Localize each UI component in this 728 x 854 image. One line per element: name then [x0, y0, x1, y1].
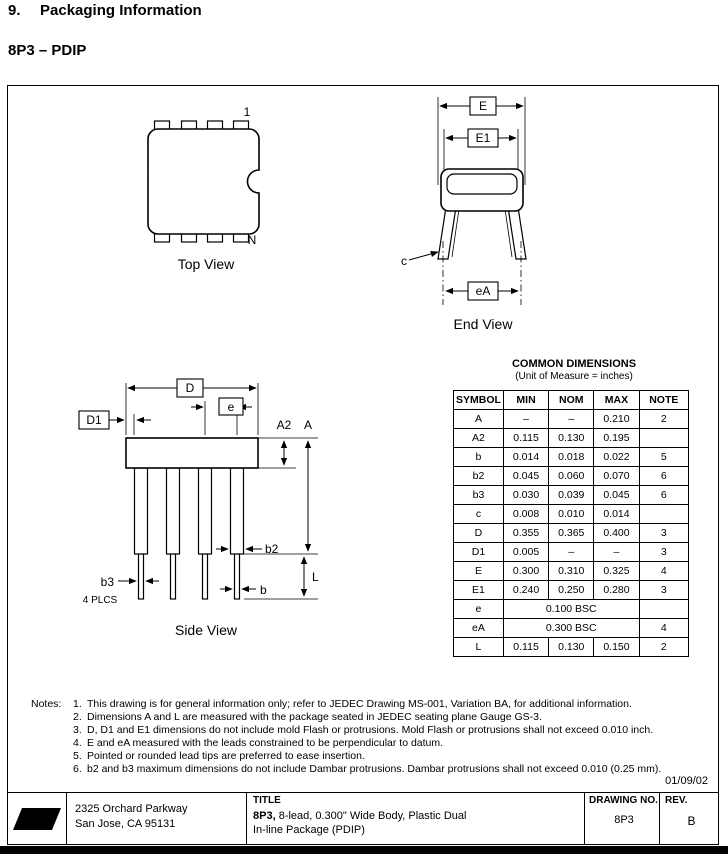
table-cell: 2 [639, 638, 688, 657]
page-footer-bar [0, 846, 728, 854]
table-cell: 0.014 [503, 448, 548, 467]
dimension-eA [446, 282, 518, 300]
table-cell [639, 429, 688, 448]
title-block [8, 792, 718, 844]
table-cell: E [454, 562, 504, 581]
table-cell: 5 [639, 448, 688, 467]
table-cell: – [503, 410, 548, 429]
table-cell: 6 [639, 486, 688, 505]
table-row [454, 486, 689, 505]
table-cell: 0.310 [549, 562, 594, 581]
table-row [454, 543, 689, 562]
table-cell: 6 [639, 467, 688, 486]
table-cell: 0.008 [503, 505, 548, 524]
dimensions-table-body [454, 410, 689, 657]
top-view-caption: Top View [177, 256, 235, 272]
table-cell [639, 505, 688, 524]
dim-label-b: b [260, 583, 267, 597]
package-body-outline [148, 129, 259, 234]
dimensions-subtitle: (Unit of Measure = inches) [515, 371, 633, 382]
table-cell: 0.115 [503, 429, 548, 448]
top-view-drawing [131, 99, 291, 284]
dimension-b3 [83, 575, 159, 606]
table-row [454, 524, 689, 543]
table-cell: e [454, 600, 504, 619]
package-subtitle: 8P3 – PDIP [8, 42, 87, 59]
dim-label-e: e [227, 400, 235, 414]
dimension-e [191, 398, 252, 435]
dimension-L [244, 554, 319, 599]
table-cell: 0.130 [549, 638, 594, 657]
dimension-D1 [79, 411, 151, 435]
section-number: 9. [8, 2, 21, 19]
table-cell: b3 [454, 486, 504, 505]
table-cell: D [454, 524, 504, 543]
atmel-logo [12, 805, 62, 833]
table-cell: A2 [454, 429, 504, 448]
table-cell: b2 [454, 467, 504, 486]
rev-label: REV. [665, 795, 688, 806]
table-cell: 0.300 [503, 562, 548, 581]
table-cell [639, 600, 688, 619]
note-item: 6. b2 and b3 maximum dimensions do not include Dambar protrusions. Dambar protrusions shall not exceed 0.010 (0.25 mm). [73, 763, 662, 775]
notes-list [73, 698, 661, 776]
side-view-drawing [56, 369, 346, 649]
package-title-line2: In-line Package (PDIP) [253, 824, 365, 836]
table-cell: D1 [454, 543, 504, 562]
drawing-no-cell [584, 793, 659, 844]
end-view-drawing [396, 89, 586, 339]
package-leads [438, 207, 526, 259]
end-view-caption: End View [453, 316, 513, 332]
table-cell: A [454, 410, 504, 429]
table-row [454, 505, 689, 524]
note-item: 5. Pointed or rounded lead tips are preferred to ease insertion. [73, 750, 365, 762]
table-cell: 0.014 [594, 505, 639, 524]
table-cell: 0.060 [549, 467, 594, 486]
table-cell: 3 [639, 524, 688, 543]
table-row [454, 467, 689, 486]
table-cell: eA [454, 619, 504, 638]
address-line-2: San Jose, CA 95131 [75, 818, 176, 830]
title-label: TITLE [253, 795, 281, 806]
drawing-no-label: DRAWING NO. [589, 795, 658, 806]
column-header: NOM [549, 391, 594, 410]
table-cell: – [594, 543, 639, 562]
note-item: 4. E and eA measured with the leads constrained to be perpendicular to datum. [73, 737, 444, 749]
table-cell: 0.325 [594, 562, 639, 581]
table-row [454, 619, 689, 638]
table-cell: 0.130 [549, 429, 594, 448]
dim-label-A2: A2 [276, 418, 292, 432]
column-header: NOTE [639, 391, 688, 410]
dim-label-E1: E1 [475, 131, 491, 145]
dim-label-D: D [185, 381, 195, 395]
notes-section [31, 698, 715, 776]
dim-label-A: A [303, 418, 313, 432]
table-cell: 0.250 [549, 581, 594, 600]
table-row [454, 600, 689, 619]
table-cell: 0.115 [503, 638, 548, 657]
address-cell [66, 793, 246, 844]
pin-n-label: N [247, 233, 257, 247]
table-cell: 0.195 [594, 429, 639, 448]
table-cell: 0.150 [594, 638, 639, 657]
dim-label-D1: D1 [86, 413, 102, 427]
table-cell: L [454, 638, 504, 657]
table-cell: 4 [639, 562, 688, 581]
package-body-inner [447, 174, 517, 194]
table-row [454, 410, 689, 429]
plcs-label: 4 PLCS [82, 595, 118, 606]
table-cell: 0.300 BSC [503, 619, 639, 638]
table-row [454, 562, 689, 581]
table-cell: E1 [454, 581, 504, 600]
table-cell: 0.045 [503, 467, 548, 486]
table-row [454, 638, 689, 657]
dim-label-b3: b3 [100, 575, 114, 589]
table-row [454, 429, 689, 448]
table-cell: 0.010 [549, 505, 594, 524]
logo-cell [8, 793, 66, 844]
table-cell: 0.022 [594, 448, 639, 467]
column-header: MAX [594, 391, 639, 410]
table-cell: 0.005 [503, 543, 548, 562]
drawing-no-value: 8P3 [614, 814, 634, 826]
dimension-E1 [444, 129, 518, 173]
dimension-c [401, 252, 438, 268]
section-heading [8, 2, 202, 19]
revision-date: 01/09/02 [665, 775, 708, 787]
note-item: 2. Dimensions A and L are measured with the package seated in JEDEC seating plane Gauge GS-3. [73, 711, 542, 723]
table-cell: 0.100 BSC [503, 600, 639, 619]
dimensions-title: COMMON DIMENSIONS [511, 358, 637, 370]
pin-1-label: 1 [243, 105, 251, 119]
table-cell: 3 [639, 581, 688, 600]
rev-value: B [687, 814, 696, 828]
table-cell: 0.045 [594, 486, 639, 505]
table-cell: 0.365 [549, 524, 594, 543]
column-header: MIN [503, 391, 548, 410]
table-cell: 0.355 [503, 524, 548, 543]
dimension-A2-A [258, 418, 318, 551]
dimensions-panel [453, 358, 695, 657]
table-cell: 0.030 [503, 486, 548, 505]
column-header: SYMBOL [454, 391, 504, 410]
dimension-b [220, 583, 267, 597]
note-item: 3. D, D1 and E1 dimensions do not include mold Flash or protrusions. Mold Flash or protrusions shall not exceed 0.010 inch. [73, 724, 654, 736]
table-cell: 4 [639, 619, 688, 638]
table-cell: – [549, 410, 594, 429]
table-header-row [454, 391, 689, 410]
dim-label-L: L [312, 570, 319, 584]
title-cell [246, 793, 584, 844]
side-view-caption: Side View [174, 622, 238, 638]
table-row [454, 448, 689, 467]
atmel-logo-text: ATMEL [20, 814, 54, 826]
address-line-1: 2325 Orchard Parkway [75, 803, 188, 815]
notes-label: Notes: [31, 698, 62, 710]
table-cell: 0.280 [594, 581, 639, 600]
table-cell: b [454, 448, 504, 467]
dim-label-eA: eA [475, 284, 491, 298]
table-cell: – [549, 543, 594, 562]
dim-label-c: c [401, 254, 407, 268]
section-title: Packaging Information [40, 2, 202, 19]
table-cell: c [454, 505, 504, 524]
table-cell: 2 [639, 410, 688, 429]
package-title-bold: 8P3, [253, 810, 276, 822]
rev-cell [659, 793, 718, 844]
package-title-line1: 8-lead, 0.300" Wide Body, Plastic Dual [275, 810, 467, 822]
dimensions-table [453, 390, 689, 657]
package-title-text [253, 809, 584, 837]
table-cell: 0.240 [503, 581, 548, 600]
table-cell: 3 [639, 543, 688, 562]
table-cell: 0.400 [594, 524, 639, 543]
table-cell: 0.018 [549, 448, 594, 467]
note-item: 1. This drawing is for general information only; refer to JEDEC Drawing MS-001, Variation BA, for additional information. [73, 698, 632, 710]
table-row [454, 581, 689, 600]
package-leads [135, 468, 244, 599]
drawing-frame [7, 85, 719, 845]
table-cell: 0.070 [594, 467, 639, 486]
package-body-side [126, 438, 258, 468]
table-cell: 0.210 [594, 410, 639, 429]
dim-label-b2: b2 [265, 542, 279, 556]
table-cell: 0.039 [549, 486, 594, 505]
dim-label-E: E [478, 99, 488, 113]
